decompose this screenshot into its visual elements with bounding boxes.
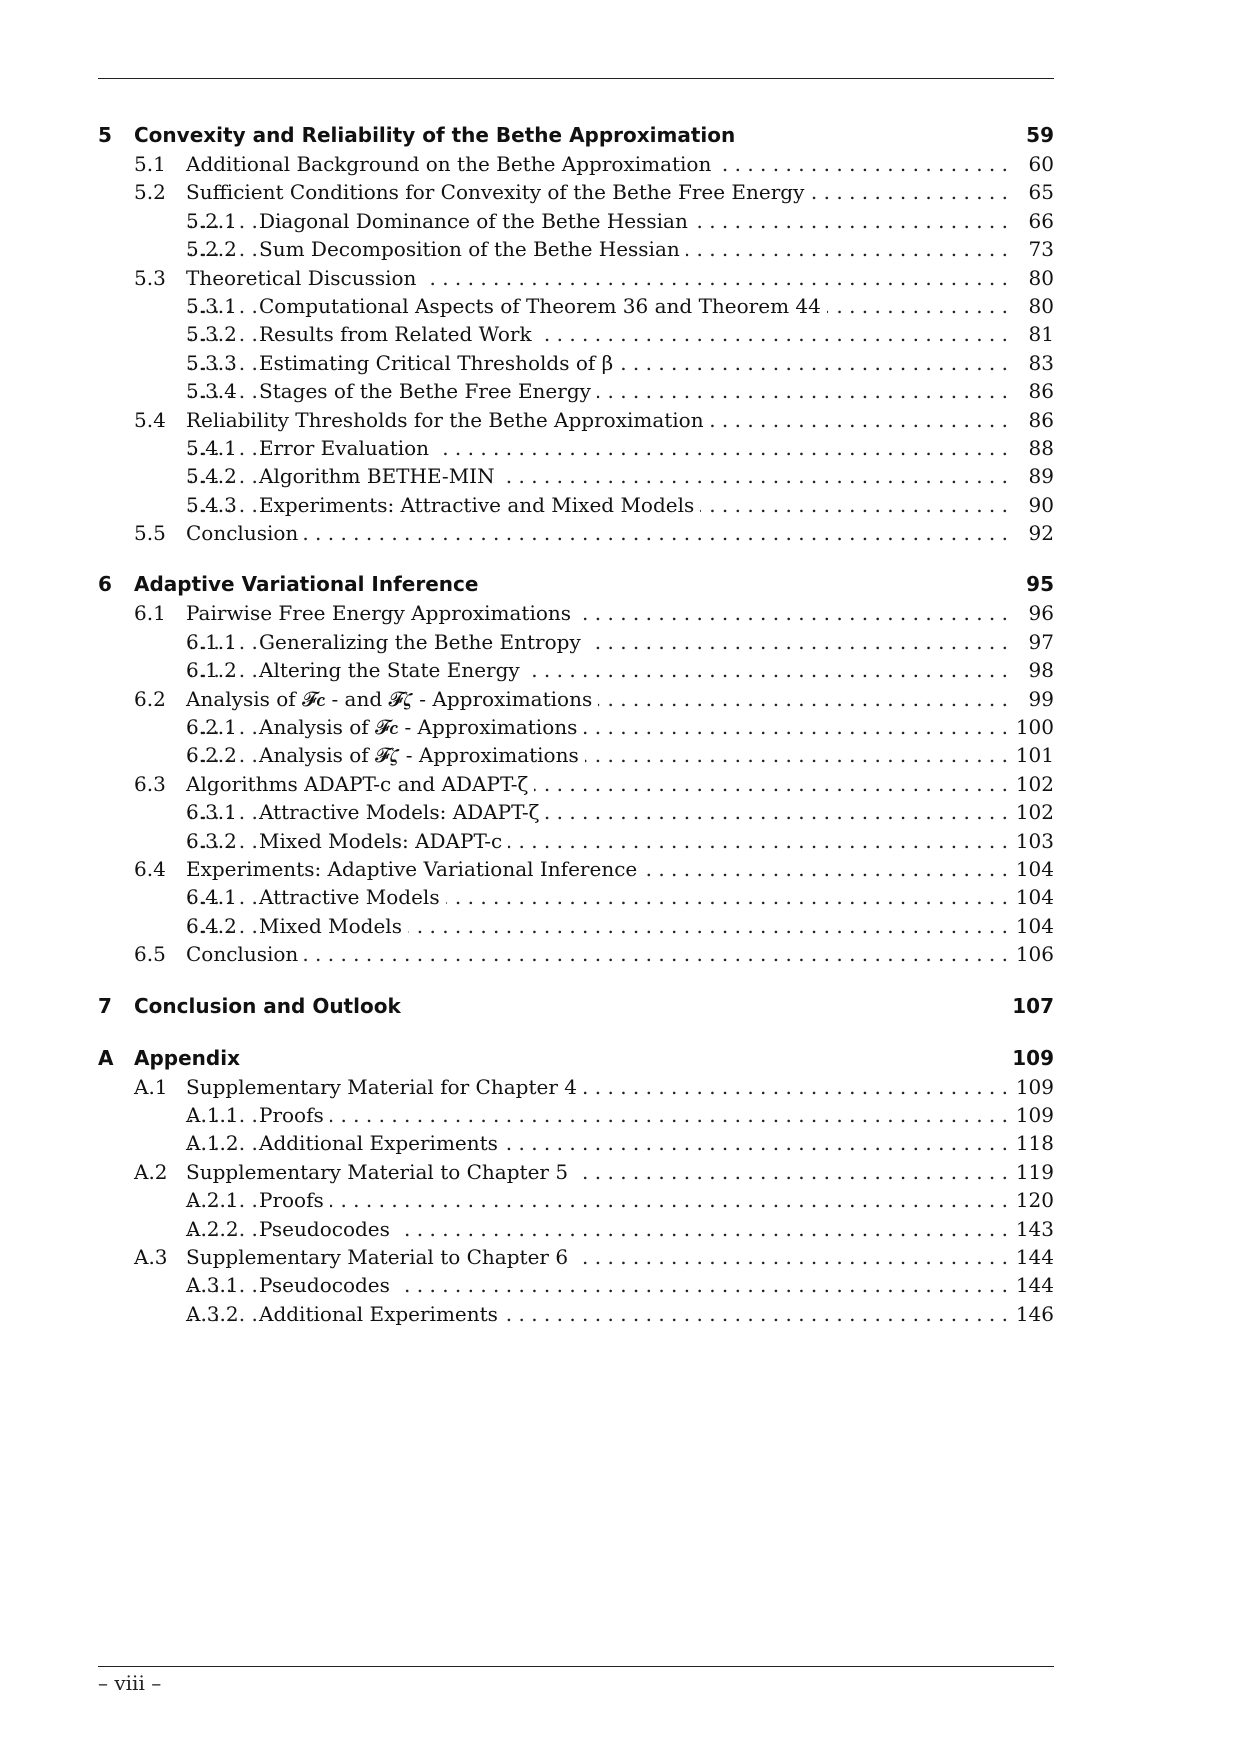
- toc-entry-page: 143: [1010, 1215, 1054, 1243]
- toc-entry-number: 6.2: [134, 686, 166, 711]
- toc-entry-title: Mixed Models: [259, 912, 408, 940]
- toc-entry-page: 88: [1023, 434, 1054, 462]
- toc-entry-title: Theoretical Discussion: [186, 264, 422, 292]
- toc-entry-subsection[interactable]: [98, 798, 1054, 826]
- toc-entry-page: 102: [1010, 770, 1054, 798]
- toc-entry-subsection[interactable]: [98, 713, 1054, 741]
- toc-entry-subsection[interactable]: [98, 235, 1054, 263]
- toc-entry-chapter[interactable]: [98, 569, 1054, 599]
- toc-entry-number: 5.4.3: [186, 492, 237, 517]
- toc-entry-page: 119: [1010, 1158, 1054, 1186]
- toc-entry-title: Proofs: [259, 1186, 330, 1214]
- toc-entry-subsection[interactable]: [98, 434, 1054, 462]
- toc-entry-page: 73: [1023, 235, 1054, 263]
- toc-entry-page: 104: [1010, 883, 1054, 911]
- dot-leader: [186, 519, 1008, 547]
- toc-entry-title: Experiments: Attractive and Mixed Models: [259, 491, 700, 519]
- toc-entry-title: Diagonal Dominance of the Bethe Hessian: [259, 207, 694, 235]
- toc-entry-page: 80: [1023, 292, 1054, 320]
- toc-entry-title: Analysis of 𝓕𝜻 - Approximations: [259, 741, 585, 769]
- toc-entry-title: Proofs: [259, 1101, 330, 1129]
- toc-entry-title: Analysis of 𝓕𝒄 - Approximations: [259, 713, 583, 741]
- toc-entry-number: A.2: [134, 1159, 168, 1184]
- toc-entry-number: 6.1.1: [186, 629, 237, 654]
- toc-entry-title: Additional Background on the Bethe Approximation: [186, 150, 717, 178]
- page-number-footer: – viii –: [98, 1671, 162, 1695]
- toc-entry-page: 60: [1023, 150, 1054, 178]
- toc-entry-section[interactable]: [98, 599, 1054, 627]
- toc-entry-title: Conclusion: [186, 940, 304, 968]
- toc-entry-number: A.1: [134, 1074, 168, 1099]
- toc-entry-title: Pairwise Free Energy Approximations: [186, 599, 577, 627]
- toc-entry-title: Experiments: Adaptive Variational Inference: [186, 855, 643, 883]
- dot-leader: [186, 940, 1008, 968]
- toc-entry-page: 92: [1023, 519, 1054, 547]
- toc-entry-page: 95: [1020, 569, 1054, 599]
- toc-entry-page: 144: [1010, 1243, 1054, 1271]
- toc-entry-page: 90: [1023, 491, 1054, 519]
- toc-entry-title: Additional Experiments: [259, 1129, 504, 1157]
- toc-entry-page: 106: [1010, 940, 1054, 968]
- toc-entry-subsection[interactable]: [98, 320, 1054, 348]
- toc-entry-subsection[interactable]: [98, 912, 1054, 940]
- toc-entry-page: 118: [1010, 1129, 1054, 1157]
- toc-entry-page: 59: [1020, 120, 1054, 150]
- toc-entry-number: 5.2.2: [186, 237, 237, 262]
- toc-entry-section[interactable]: [98, 1073, 1054, 1101]
- toc-entry-number: 5.4.2: [186, 464, 237, 489]
- toc-entry-subsection[interactable]: [98, 656, 1054, 684]
- toc-entry-subsection[interactable]: [98, 883, 1054, 911]
- toc-entry-title: Conclusion and Outlook: [134, 991, 407, 1021]
- toc-entry-page: 81: [1023, 320, 1054, 348]
- toc-entry-page: 104: [1010, 912, 1054, 940]
- toc-entry-title: Generalizing the Bethe Entropy: [259, 628, 587, 656]
- toc-entry-subsection[interactable]: [98, 827, 1054, 855]
- toc-entry-number: 6.4.2: [186, 913, 237, 938]
- toc-entry-number: 5.3.3: [186, 350, 237, 375]
- toc-entry-subsection[interactable]: [98, 1215, 1054, 1243]
- toc-entry-title: Error Evaluation: [259, 434, 435, 462]
- toc-entry-page: 120: [1010, 1186, 1054, 1214]
- toc-entry-page: 109: [1006, 1043, 1054, 1073]
- toc-entry-page: 86: [1023, 406, 1054, 434]
- toc-entry-subsection[interactable]: [98, 462, 1054, 490]
- toc-entry-number: 6.5: [134, 942, 166, 967]
- table-of-contents: [98, 120, 1054, 1328]
- toc-entry-section[interactable]: [98, 178, 1054, 206]
- toc-entry-page: 109: [1010, 1073, 1054, 1101]
- toc-entry-subsection[interactable]: [98, 1129, 1054, 1157]
- toc-entry-number: 6.3: [134, 771, 166, 796]
- toc-entry-number: 6.2.2: [186, 743, 237, 768]
- toc-entry-title: Stages of the Bethe Free Energy: [259, 377, 597, 405]
- toc-entry-page: 65: [1023, 178, 1054, 206]
- toc-entry-page: 89: [1023, 462, 1054, 490]
- toc-entry-page: 107: [1006, 991, 1054, 1021]
- toc-entry-section[interactable]: [98, 770, 1054, 798]
- toc-entry-section[interactable]: [98, 406, 1054, 434]
- toc-entry-title: Estimating Critical Thresholds of β: [259, 349, 619, 377]
- footer-rule: [98, 1666, 1054, 1667]
- toc-entry-subsection[interactable]: [98, 1271, 1054, 1299]
- toc-entry-number: 5.3.1: [186, 293, 237, 318]
- toc-entry-page: 86: [1023, 377, 1054, 405]
- toc-entry-title: Algorithm BETHE-MIN: [259, 462, 501, 490]
- toc-entry-number: 5.3.2: [186, 322, 237, 347]
- toc-entry-number: 5.2: [134, 180, 166, 205]
- toc-entry-chapter[interactable]: [98, 991, 1054, 1021]
- toc-entry-page: 99: [1023, 685, 1054, 713]
- toc-entry-chapter[interactable]: [98, 1043, 1054, 1073]
- toc-entry-number: A: [98, 1045, 114, 1070]
- toc-entry-section[interactable]: [98, 264, 1054, 292]
- toc-entry-subsection[interactable]: [98, 1101, 1054, 1129]
- toc-entry-number: 6.2.1: [186, 715, 237, 740]
- toc-entry-page: 104: [1010, 855, 1054, 883]
- toc-entry-number: A.2.2: [186, 1216, 239, 1241]
- toc-entry-number: 7: [98, 993, 112, 1018]
- toc-entry-section[interactable]: [98, 519, 1054, 547]
- toc-entry-title: Convexity and Reliability of the Bethe Approximation: [134, 120, 741, 150]
- toc-entry-number: 5.3.4: [186, 379, 237, 404]
- toc-entry-number: 6.4: [134, 856, 166, 881]
- toc-entry-number: 6.1: [134, 601, 166, 626]
- toc-entry-number: 5.1: [134, 152, 166, 176]
- toc-entry-page: 83: [1023, 349, 1054, 377]
- toc-entry-title: Pseudocodes: [259, 1215, 396, 1243]
- toc-entry-subsection[interactable]: [98, 207, 1054, 235]
- toc-entry-section[interactable]: [98, 150, 1054, 178]
- toc-entry-title: Additional Experiments: [259, 1300, 504, 1328]
- toc-entry-title: Appendix: [134, 1043, 246, 1073]
- toc-entry-title: Analysis of 𝓕𝒄 - and 𝓕𝜻 - Approximations: [186, 685, 598, 713]
- toc-entry-subsection[interactable]: [98, 377, 1054, 405]
- toc-entry-page: 97: [1023, 628, 1054, 656]
- toc-entry-subsection[interactable]: [98, 491, 1054, 519]
- toc-entry-subsection[interactable]: [98, 628, 1054, 656]
- toc-entry-number: 6.1.2: [186, 658, 237, 683]
- toc-entry-section[interactable]: [98, 940, 1054, 968]
- toc-entry-title: Sufficient Conditions for Convexity of the Bethe Free Energy: [186, 178, 810, 206]
- toc-entry-section[interactable]: [98, 685, 1054, 713]
- toc-entry-number: 5.4.1: [186, 435, 237, 460]
- toc-entry-page: 80: [1023, 264, 1054, 292]
- toc-entry-title: Altering the State Energy: [259, 656, 526, 684]
- toc-entry-number: 5.2.1: [186, 208, 237, 233]
- toc-entry-number: 6.3.1: [186, 800, 237, 825]
- toc-entry-number: A.1.1: [186, 1102, 239, 1127]
- toc-entry-page: 66: [1023, 207, 1054, 235]
- toc-entry-page: 98: [1023, 656, 1054, 684]
- toc-entry-section[interactable]: [98, 1158, 1054, 1186]
- toc-entry-subsection[interactable]: [98, 1300, 1054, 1328]
- toc-entry-number: 6.3.2: [186, 828, 237, 853]
- toc-entry-number: A.3.1: [186, 1273, 239, 1298]
- toc-entry-number: A.3.2: [186, 1301, 239, 1326]
- toc-entry-subsection[interactable]: [98, 1186, 1054, 1214]
- toc-entry-subsection[interactable]: [98, 741, 1054, 769]
- toc-entry-page: 103: [1010, 827, 1054, 855]
- toc-entry-title: Sum Decomposition of the Bethe Hessian: [259, 235, 686, 263]
- toc-entry-page: 101: [1010, 741, 1054, 769]
- toc-entry-page: 109: [1010, 1101, 1054, 1129]
- toc-entry-title: Algorithms ADAPT-c and ADAPT-ζ: [186, 770, 534, 798]
- toc-entry-number: 6.4.1: [186, 885, 237, 910]
- toc-entry-page: 102: [1010, 798, 1054, 826]
- toc-entry-number: 5.3: [134, 265, 166, 290]
- toc-entry-title: Mixed Models: ADAPT-c: [259, 827, 508, 855]
- toc-entry-number: 5.5: [134, 521, 166, 546]
- toc-entry-section[interactable]: [98, 855, 1054, 883]
- toc-entry-number: A.1.2: [186, 1131, 239, 1156]
- toc-entry-title: Pseudocodes: [259, 1271, 396, 1299]
- toc-entry-title: Adaptive Variational Inference: [134, 569, 484, 599]
- toc-entry-title: Attractive Models: [259, 883, 446, 911]
- toc-entry-title: Computational Aspects of Theorem 36 and Theorem 44: [259, 292, 827, 320]
- toc-entry-subsection[interactable]: [98, 349, 1054, 377]
- toc-entry-page: 100: [1010, 713, 1054, 741]
- header-rule: [98, 78, 1054, 79]
- toc-entry-title: Supplementary Material for Chapter 4: [186, 1073, 583, 1101]
- toc-entry-page: 146: [1010, 1300, 1054, 1328]
- toc-entry-title: Supplementary Material to Chapter 5: [186, 1158, 574, 1186]
- toc-entry-page: 96: [1023, 599, 1054, 627]
- toc-entry-title: Results from Related Work: [259, 320, 538, 348]
- toc-entry-subsection[interactable]: [98, 292, 1054, 320]
- toc-entry-number: A.3: [134, 1244, 168, 1269]
- toc-entry-title: Attractive Models: ADAPT-ζ: [259, 798, 545, 826]
- toc-entry-number: 6: [98, 572, 112, 597]
- toc-entry-section[interactable]: [98, 1243, 1054, 1271]
- toc-entry-chapter[interactable]: [98, 120, 1054, 150]
- toc-entry-number: 5.4: [134, 407, 166, 432]
- toc-entry-title: Conclusion: [186, 519, 304, 547]
- toc-entry-page: 144: [1010, 1271, 1054, 1299]
- toc-entry-number: 5: [98, 123, 112, 147]
- toc-entry-title: Supplementary Material to Chapter 6: [186, 1243, 574, 1271]
- toc-entry-title: Reliability Thresholds for the Bethe Approximation: [186, 406, 710, 434]
- toc-entry-number: A.2.1: [186, 1188, 239, 1213]
